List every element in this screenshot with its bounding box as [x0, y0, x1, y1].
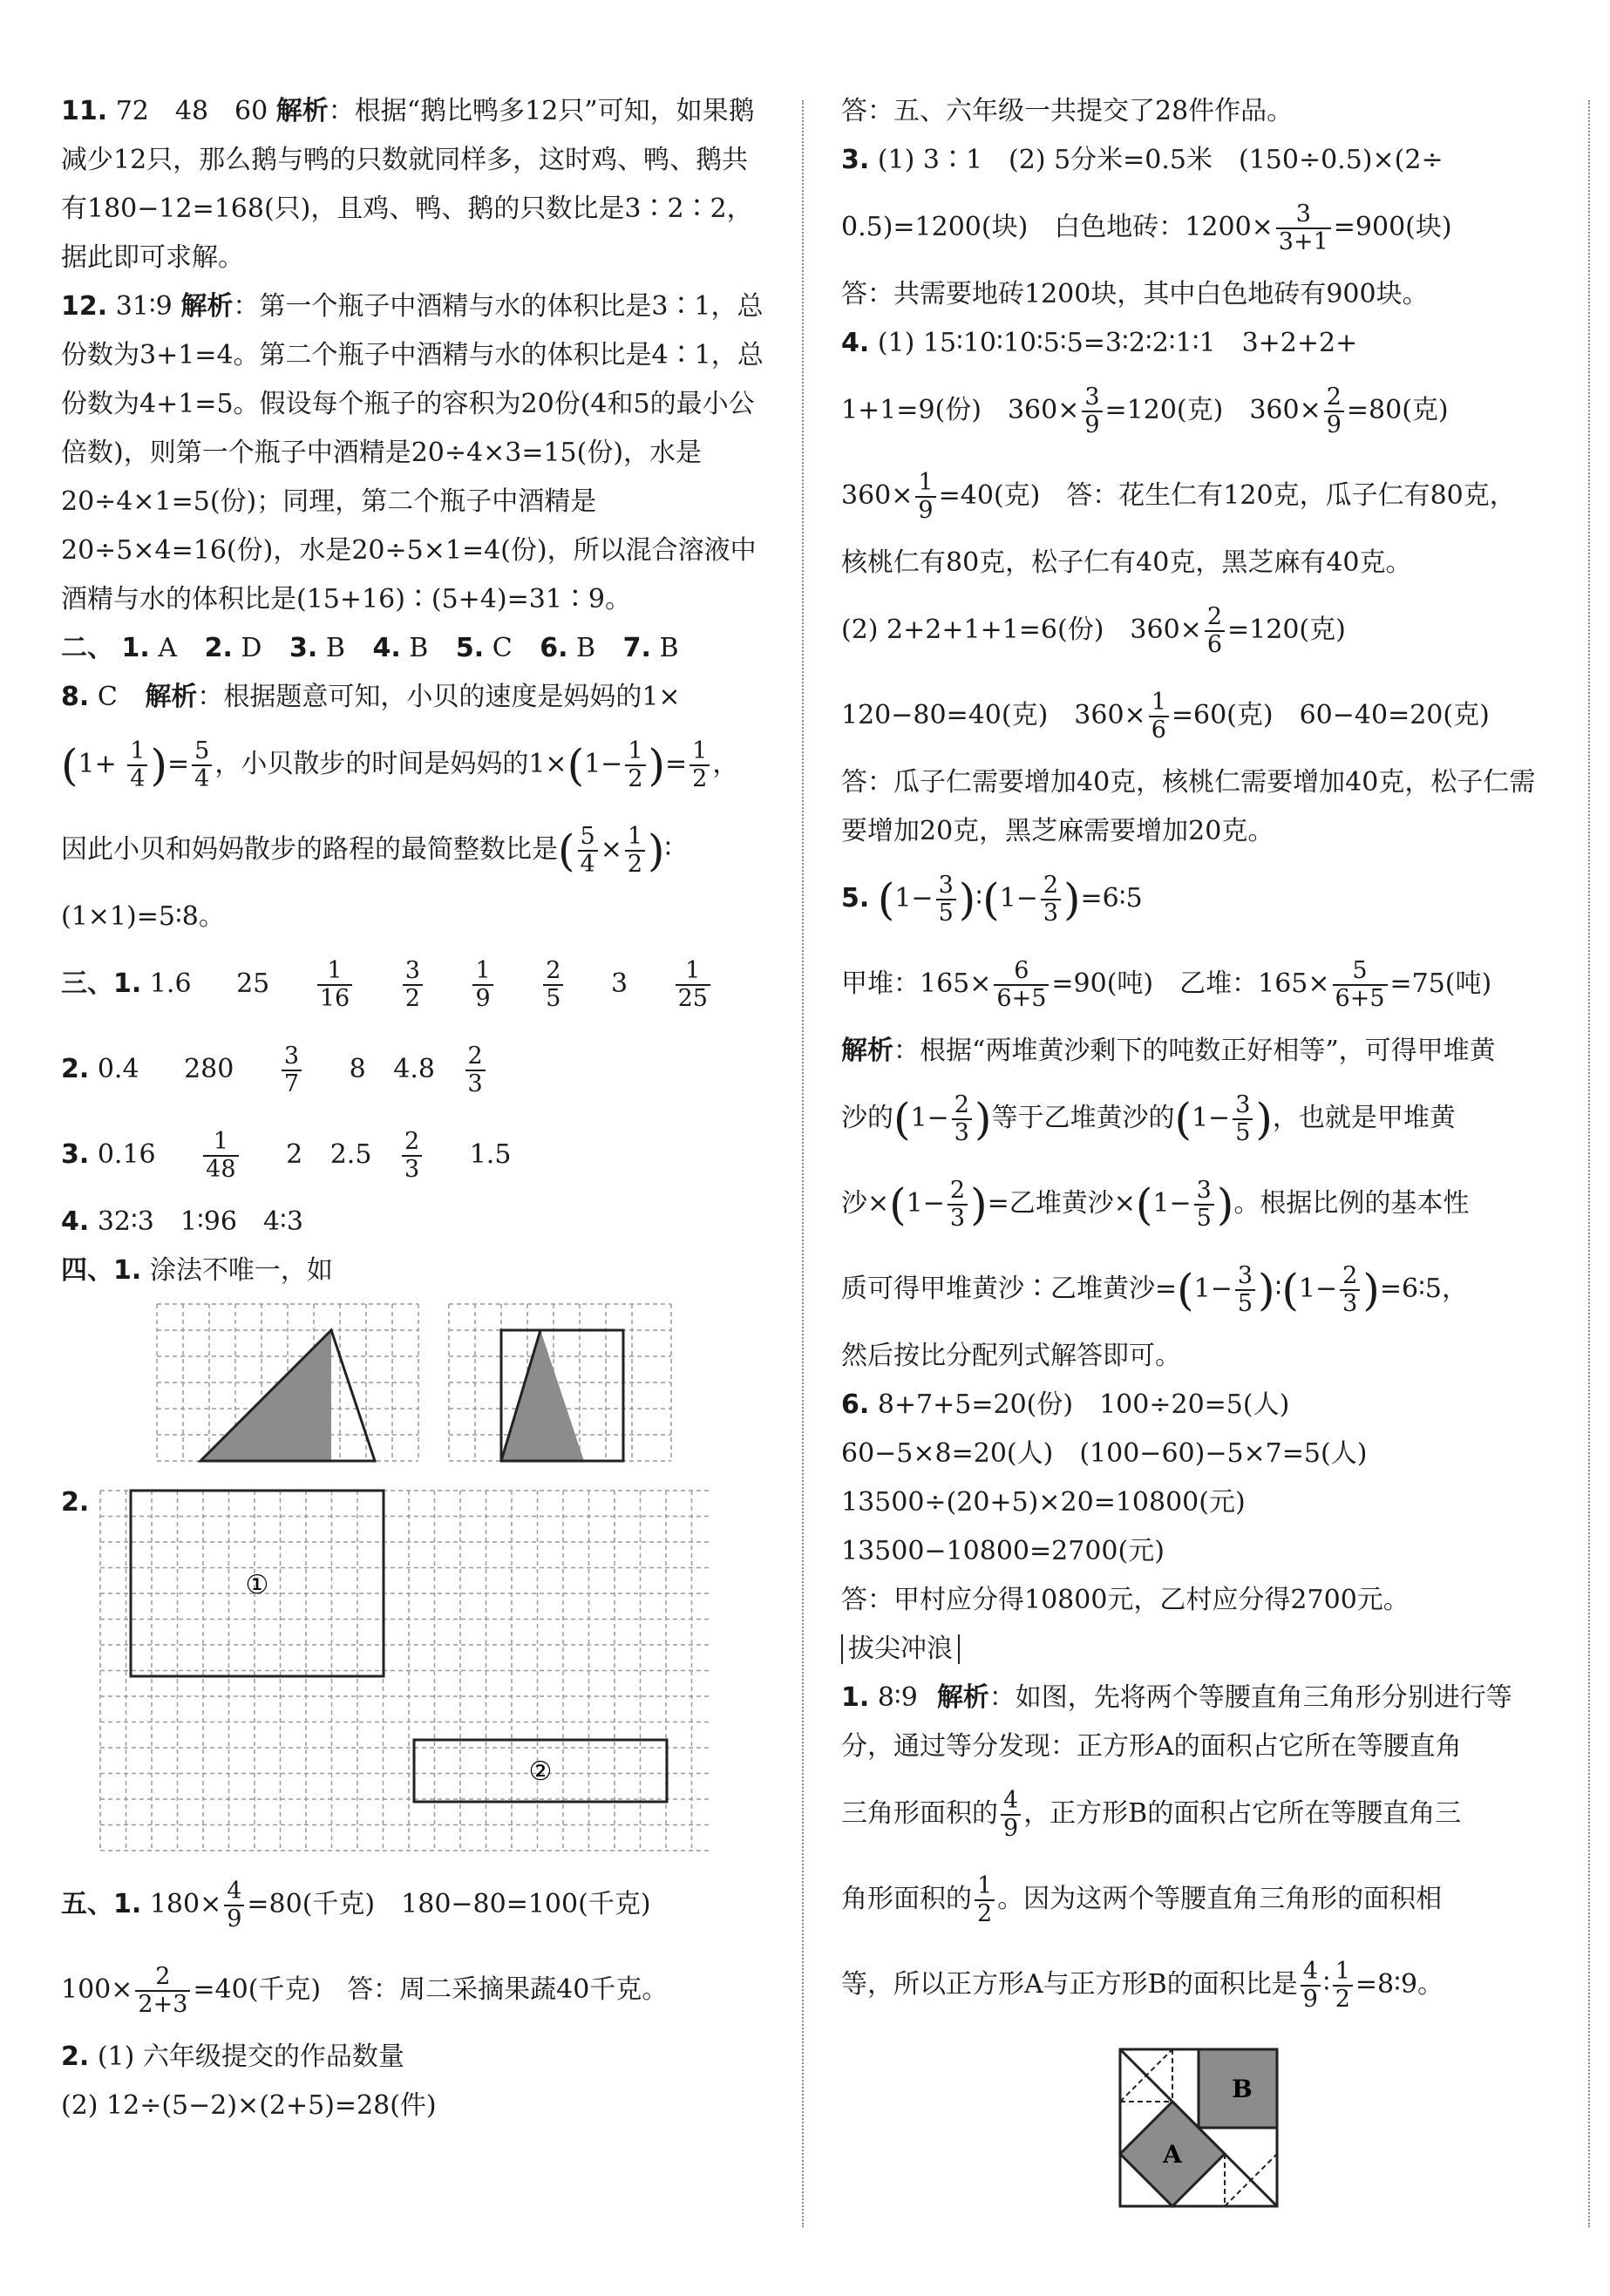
item-number: 6.	[540, 633, 568, 663]
answer-text: 涂法不唯一，如	[149, 1255, 333, 1286]
analysis-text: ：如图，先将两个等腰直角三角形分别进行等分，通过等分发现：正方形A的面积占它所在等腰直角	[841, 1682, 1512, 1762]
fraction: $\frac{3}{5}$	[1235, 1263, 1255, 1317]
fraction: $\frac{4}{9}$	[1001, 1788, 1021, 1842]
math-text: =90(吨) 乙堆：165×	[1051, 968, 1330, 999]
answer-value: 4.8	[393, 1054, 435, 1084]
fraction: $\frac{2}{3}$	[1340, 1263, 1360, 1317]
item-number: 3.	[289, 633, 318, 663]
section-5-answers	[61, 1862, 767, 2130]
math-text: 1+1=9(份) 360×	[841, 395, 1080, 425]
item-number: 6.	[841, 1389, 870, 1420]
answer-value: 32∶3 1∶96 4∶3	[97, 1206, 303, 1237]
analysis-text: ：根据“两堆黄沙剩下的吨数正好相等”，可得甲堆黄	[893, 1036, 1496, 1066]
section-heading: 四、	[61, 1255, 113, 1286]
math-text: 100×	[61, 1974, 133, 2005]
math-text: 1−	[1298, 1274, 1338, 1304]
math-text: =80(克)	[1346, 395, 1449, 425]
item-number: 1.	[113, 1255, 142, 1286]
math-text: 1−	[906, 1188, 945, 1219]
fraction: $\frac{1}{9}$	[915, 470, 935, 524]
analysis-label: 解析	[145, 682, 198, 712]
analysis-text: 质可得甲堆黄沙∶乙堆黄沙=	[841, 1274, 1178, 1304]
analysis-text: (1×1)=5∶8。	[61, 901, 225, 932]
math-text: =75(吨)	[1389, 968, 1492, 999]
item-number: 1.	[841, 1682, 870, 1713]
answer-value: 0.16	[97, 1139, 156, 1170]
choice-answer: D	[241, 633, 262, 663]
analysis-text: 等，所以正方形A与正方形B的面积比是	[841, 1969, 1298, 2000]
fraction: $\frac{1}{16}$	[317, 958, 352, 1012]
math-text: 13500÷(20+5)×20=10800(元)	[841, 1487, 1246, 1518]
challenge-section	[841, 1625, 1547, 2219]
item-number: 2.	[61, 2041, 90, 2072]
answer-value: 1.6	[149, 968, 192, 999]
math-text: 1−	[1152, 1188, 1192, 1219]
math-text: (2) 2+2+1+1=6(份) 360×	[841, 615, 1202, 645]
math-text: =	[167, 749, 190, 779]
question-number: 12.	[61, 291, 108, 322]
fraction: $\frac{5}{6+5}$	[1333, 958, 1388, 1012]
answer-text: 答：共需要地砖1200块，其中白色地砖有900块。	[841, 279, 1429, 309]
math-text: 1−	[1191, 1103, 1231, 1133]
math-text: =6∶5	[1080, 883, 1143, 914]
section-4-answers	[61, 1246, 767, 1862]
fraction: $\frac{1}{6}$	[1149, 689, 1169, 744]
fraction: $\frac{2}{3}$	[465, 1043, 486, 1097]
fraction: $\frac{1}{25}$	[676, 958, 710, 1012]
analysis-text: =8∶9。	[1355, 1969, 1444, 2000]
answer-5-6	[841, 1381, 1547, 1625]
analysis-label: 解析	[841, 1036, 893, 1066]
analysis-text: 沙×	[841, 1188, 890, 1219]
fraction: $\frac{2}{3}$	[952, 1092, 972, 1146]
choice-answer: B	[659, 633, 679, 663]
answer-12	[61, 282, 767, 624]
analysis-label: 解析	[275, 96, 329, 126]
math-text: =40(克) 答：花生仁有120克，瓜子仁有80克，	[938, 480, 1516, 511]
item-number: 4.	[61, 1206, 90, 1237]
fraction: $\frac{3}{2}$	[403, 958, 423, 1012]
answer-text: 72 48 60	[115, 96, 268, 126]
math-text: 1+	[78, 749, 117, 779]
item-number: 4.	[841, 328, 870, 358]
fraction: $\frac{1}{2}$	[625, 738, 645, 792]
answer-value: 2	[286, 1139, 303, 1170]
math-text: ×	[600, 834, 622, 865]
math-text: 60−5×8=20(人) (100−60)−5×7=5(人)	[841, 1438, 1368, 1469]
answer-text: 答：五、六年级一共提交了28件作品。	[841, 96, 1294, 126]
item-number: 2.	[61, 1054, 90, 1084]
answer-text: 核桃仁有80克，松子仁有40克，黑芝麻有40克。	[841, 547, 1412, 578]
analysis-text: ：根据“鹅比鸭多12只”可知，如果鹅减少12只，那么鹅与鸭的只数就同样多，这时鸡、鸭、鹅共有180−12=168(只)，且鸡、鸭、鹅的只数比是3∶2∶2，据此即可求解。	[61, 96, 755, 273]
choice-answer: C	[492, 633, 513, 663]
rectangle-grid-figure	[61, 1478, 767, 1862]
section-2-answers	[61, 624, 767, 673]
answer-5-3	[841, 136, 1547, 319]
answer-text: 8∶9	[877, 1682, 918, 1713]
choice-answer: A	[158, 633, 178, 663]
fraction: $\frac{1}{48}$	[203, 1129, 238, 1183]
right-margin-line	[1588, 100, 1590, 2227]
math-text: 120−80=40(克) 360×	[841, 700, 1146, 730]
math-text: (1) 3∶1 (2) 5分米=0.5米 (150÷0.5)×(2÷	[877, 145, 1444, 175]
item-number: 5.	[841, 883, 870, 914]
math-text: =120(克) 360×	[1104, 395, 1321, 425]
analysis-text: ，小贝散步的时间是妈妈的1×	[214, 749, 567, 779]
analysis-text: 三角形面积的	[841, 1798, 998, 1829]
fraction: $\frac{1}{9}$	[472, 958, 493, 1012]
math-text: 1−	[584, 749, 623, 779]
fraction: $\frac{2}{9}$	[1324, 384, 1344, 438]
fraction: $\frac{1}{2}$	[1333, 1959, 1353, 2013]
fraction: $\frac{4}{9}$	[1301, 1959, 1321, 2013]
analysis-text: 角形面积的	[841, 1884, 972, 1914]
fraction: $\frac{1}{2}$	[690, 738, 710, 792]
answer-text: 答：瓜子仁需要增加40克，核桃仁需要增加40克，松子仁需要增加20克，黑芝麻需要增加20克。	[841, 767, 1536, 846]
math-text: 13500−10800=2700(元)	[841, 1536, 1165, 1566]
math-text: 1−	[999, 883, 1038, 914]
fraction: $\frac{1}{4}$	[127, 738, 147, 792]
fraction: $\frac{3}{9}$	[1082, 384, 1102, 438]
item-number: 3.	[841, 145, 870, 175]
math-text: 180×	[149, 1889, 222, 1919]
answer-5-5: 5. (1− $\frac{3}{5}$ )∶(1− $\frac{2}{3}$ )=6∶5 甲堆：165× $\frac{6}{6+5}$ =90(吨) 乙堆：165× $\frac{5}{6+5}$ =75(吨) 解析：根据“两堆黄沙剩下的吨数正好相等”，可得甲堆黄 沙的(1− $\frac{2}{3}$ )等于乙堆黄沙的(1− $\frac{3}{5}$ )，也就是甲堆黄 沙×(1− $\frac{2}{3}$ )=乙堆黄沙×(1− $\frac{3}{5}$ )。根据比例的基本性 质可得甲堆黄沙∶乙堆黄沙=(1− $\frac{3}{5}$ )∶(1− $\frac{2}{3}$ )=6∶5， 然后按比分配列式解答即可。	[841, 856, 1547, 1381]
square-b-label: B	[1232, 2075, 1253, 2103]
squares-in-triangles-figure	[841, 2045, 1547, 2219]
math-text: ∶	[1274, 1274, 1282, 1304]
analysis-text: ：第一个瓶子中酒精与水的体积比是3∶1，总份数为3+1=4。第二个瓶子中酒精与水的体积比是4∶1，总份数为4+1=5。假设每个瓶子的容积为20份(4和5的最小公倍数)，则第一个瓶子中酒精是20÷4×3=15(份)，水是20÷4×1=5(份)；同理，第二个瓶子中酒精是20÷5×4=16(份)，水是20÷5×1=4(份)，所以混合溶液中酒精与水的体积比是(15+16)∶(5+4)=31∶9。	[61, 291, 764, 615]
answer-value: 280	[184, 1054, 234, 1084]
fraction: $\frac{2}{3}$	[948, 1178, 968, 1232]
answer-value: 0.4	[97, 1054, 139, 1084]
math-text: 8+7+5=20(份) 100÷20=5(人)	[877, 1389, 1290, 1420]
fraction: $\frac{3}{5}$	[936, 873, 956, 927]
math-text: 0.5)=1200(块) 白色地砖：1200×	[841, 212, 1274, 242]
fraction: $\frac{2}{5}$	[543, 958, 563, 1012]
column-divider	[802, 100, 804, 2227]
math-text: ，	[712, 749, 739, 779]
choice-answer: B	[409, 633, 429, 663]
answer-text: 31∶9	[115, 291, 173, 322]
fraction: $\frac{5}{4}$	[192, 738, 212, 792]
math-text: =900(块)	[1333, 212, 1452, 242]
shaded-triangle	[501, 1330, 584, 1461]
math-text: 甲堆：165×	[841, 968, 992, 999]
choice-answer: B	[325, 633, 345, 663]
fraction: $\frac{3}{3+1}$	[1276, 201, 1331, 255]
question-number: 11.	[61, 96, 108, 126]
grid-question-2	[61, 1478, 767, 1862]
answer-value: 3	[610, 968, 628, 999]
answer-value: 8	[349, 1054, 366, 1084]
fraction: $\frac{4}{9}$	[224, 1878, 244, 1933]
fraction: $\frac{6}{6+5}$	[994, 958, 1049, 1012]
math-text: 1−	[1193, 1274, 1233, 1304]
item-number: 7.	[622, 633, 651, 663]
analysis-text: 因此小贝和妈妈散步的路程的最简整数比是	[61, 834, 558, 865]
answer-11	[61, 87, 767, 282]
answer-5-4	[841, 319, 1547, 856]
item-number: 1.	[113, 1889, 142, 1919]
section-heading: 二、	[61, 633, 113, 663]
math-text: ∶	[1322, 1969, 1330, 2000]
analysis-text: ，也就是甲堆黄	[1272, 1103, 1456, 1133]
answer-8: 8. C 解析：根据题意可知，小贝的速度是妈妈的1× (1+ $\frac{1}{4}$ )= $\frac{5}{4}$ ，小贝散步的时间是妈妈的1×(1− $\frac{1}{2}$ )= $\frac{1}{2}$ ， 因此小贝和妈妈散步的路程的最简整数比是( $\frac{5}{4}$ × $\frac{1}{2}$ )∶ (1×1)=5∶8。	[61, 673, 767, 941]
item-number: 2.	[204, 633, 233, 663]
item-number: 5.	[455, 633, 485, 663]
analysis-text: 然后按比分配列式解答即可。	[841, 1341, 1181, 1371]
analysis-text: 。根据比例的基本性	[1233, 1188, 1470, 1219]
answer-text: 答：甲村应分得10800元，乙村应分得2700元。	[841, 1585, 1410, 1615]
math-text: =	[665, 749, 688, 779]
math-text: =80(千克) 180−80=100(千克)	[247, 1889, 651, 1919]
section-3-answers	[61, 941, 767, 1246]
math-text: ∶	[664, 834, 672, 865]
challenge-title: 拔尖冲浪	[841, 1634, 960, 1664]
fraction: $\frac{3}{5}$	[1194, 1178, 1214, 1232]
math-text: =60(克) 60−40=20(克)	[1171, 700, 1490, 730]
fraction: $\frac{1}{2}$	[625, 824, 645, 878]
fraction: $\frac{3}{7}$	[282, 1043, 302, 1097]
analysis-text: ，正方形B的面积占它所在等腰直角三	[1023, 1798, 1462, 1829]
analysis-text: =6∶5，	[1379, 1274, 1468, 1304]
analysis-text: 等于乙堆黄沙的	[991, 1103, 1175, 1133]
math-text: =40(千克) 答：周二采摘果蔬40千克。	[193, 1974, 669, 2005]
triangle-shading-figures	[61, 1295, 767, 1478]
analysis-text: ：根据题意可知，小贝的速度是妈妈的1×	[197, 682, 681, 712]
question-number: 8.	[61, 682, 90, 712]
math-text: ∶	[975, 883, 983, 914]
analysis-text: =乙堆黄沙×	[987, 1188, 1136, 1219]
math-text: (1) 15∶10∶10∶5∶5=3∶2∶2∶1∶1 3+2+2+	[877, 328, 1358, 358]
analysis-label: 解析	[936, 1682, 989, 1713]
answer-text: (2) 12÷(5−2)×(2+5)=28(件)	[61, 2090, 437, 2121]
rectangle-1-label: ①	[245, 1570, 269, 1600]
right-column	[841, 87, 1547, 2219]
answer-value: 2.5	[329, 1139, 372, 1170]
answer-value: 25	[236, 968, 270, 999]
fraction: $\frac{2}{6}$	[1205, 604, 1225, 658]
fraction: $\frac{1}{2}$	[975, 1873, 995, 1927]
item-number: 4.	[372, 633, 401, 663]
fraction: $\frac{2}{3}$	[402, 1129, 422, 1183]
item-number: 3.	[61, 1139, 90, 1170]
analysis-text: 。因为这两个等腰直角三角形的面积相	[997, 1884, 1443, 1914]
fraction: $\frac{2}{2+3}$	[135, 1964, 190, 2018]
choice-answer: B	[576, 633, 596, 663]
item-number: 2.	[61, 1487, 90, 1518]
answer-text: (1) 六年级提交的作品数量	[97, 2041, 404, 2072]
item-number: 1.	[113, 968, 142, 999]
fraction: $\frac{2}{3}$	[1041, 873, 1061, 927]
item-number: 1.	[121, 633, 150, 663]
answer-text: C	[97, 682, 118, 712]
math-text: =120(克)	[1227, 615, 1346, 645]
section-heading: 三、	[61, 968, 113, 999]
analysis-label: 解析	[180, 291, 234, 322]
fraction: $\frac{5}{4}$	[578, 824, 598, 878]
math-text: 1−	[894, 883, 934, 914]
section-heading: 五、	[61, 1889, 113, 1919]
math-text: 360×	[841, 480, 914, 511]
square-a-label: A	[1163, 2140, 1182, 2169]
answer-value: 1.5	[469, 1139, 512, 1170]
left-column	[61, 87, 767, 2130]
math-text: 1−	[910, 1103, 949, 1133]
rectangle-2-label: ②	[528, 1756, 553, 1787]
analysis-text: 沙的	[841, 1103, 893, 1133]
fraction: $\frac{3}{5}$	[1233, 1092, 1253, 1146]
